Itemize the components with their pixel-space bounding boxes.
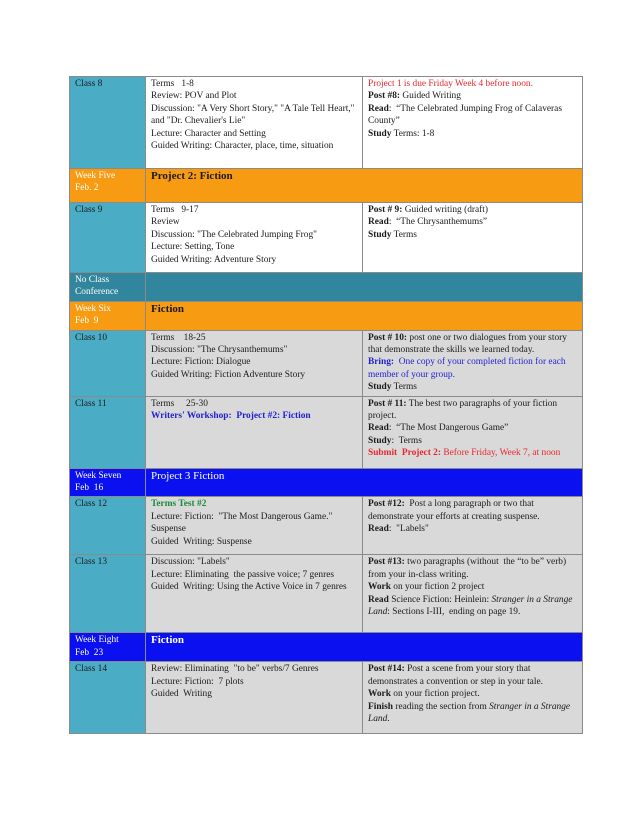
week-header-row [70, 301, 583, 330]
read-text: : “The Celebrated Jumping Frog of Calaveras County” [368, 103, 565, 127]
content-line: Guided Writing: Character, place, time, situation [151, 141, 334, 152]
table-row [70, 396, 583, 468]
study-label: Study [368, 128, 392, 139]
assignment-content: Post # 10: post one or two dialogues from your story that demonstrate the skills we learned today. Bring: One copy of your completed fiction for each member of your group. Study Terms [363, 330, 583, 396]
week-label: Week Eight Feb 23 [70, 633, 146, 662]
post-label: Post #8: [368, 91, 401, 102]
assignment-content: Post # 9: Guided writing (draft) Read: “The Chrysanthemums” Study Terms [363, 203, 583, 273]
assignment-content [363, 77, 583, 169]
assignment-content: Post #12: Post a long paragraph or two that demonstrate your efforts at creating suspense. Read: "Labels" [363, 497, 583, 555]
week-title: Fiction [146, 633, 583, 662]
row-label: Class 13 [70, 555, 146, 633]
row-label: Class 14 [70, 662, 146, 734]
schedule-table [69, 76, 583, 734]
week-label: Week Seven Feb 16 [70, 468, 146, 497]
week-title: Project 2: Fiction [146, 169, 583, 203]
content-line: Terms 1-8 [151, 79, 194, 89]
table-row [70, 77, 583, 169]
week-title: Fiction [146, 301, 583, 330]
table-row [70, 555, 583, 633]
row-label: Class 9 [70, 203, 146, 273]
row-label: Class 12 [70, 497, 146, 555]
content-line: Lecture: Character and Setting [151, 128, 266, 139]
table-row [70, 330, 583, 396]
class-content: Terms 25-30 Writers' Workshop: Project #2: Fiction [146, 396, 363, 468]
no-class-label: No Class Conference [70, 273, 146, 302]
post-text: Guided Writing [400, 91, 461, 102]
assignment-content: Post #14: Post a scene from your story that demonstrates a convention or step in your tale. Work on your fiction project. Finish reading the section from Stranger in a Strange Land. [363, 662, 583, 734]
class-content: Terms 18-25 Discussion: "The Chrysanthemums" Lecture: Fiction: Dialogue Guided Writing: Fiction Adventure Story [146, 330, 363, 396]
week-header-row [70, 468, 583, 497]
no-class-row [70, 273, 583, 302]
due-notice: Project 1 is due Friday Week 4 before noon. [368, 79, 533, 89]
week-header-row [70, 169, 583, 203]
class-content: Terms 9-17 Review Discussion: "The Celebrated Jumping Frog" Lecture: Setting, Tone Guided Writing: Adventure Story [146, 203, 363, 273]
week-title: Project 3 Fiction [146, 468, 583, 497]
week-header-row [70, 633, 583, 662]
assignment-content: Post # 11: The best two paragraphs of your fiction project. Read: “The Most Dangerous Game” Study: Terms Submit Project 2: Before Friday, Week 7, at noon [363, 396, 583, 468]
study-text: Terms: 1-8 [391, 128, 435, 139]
row-label: Class 11 [70, 396, 146, 468]
content-line: Review: POV and Plot [151, 91, 237, 102]
week-label: Week Five Feb. 2 [70, 169, 146, 203]
read-label: Read [368, 103, 389, 114]
table-row [70, 203, 583, 273]
table-row [70, 497, 583, 555]
class-content: Terms Test #2 Lecture: Fiction: "The Most Dangerous Game." Suspense Guided Writing: Suspense [146, 497, 363, 555]
content-line: Discussion: "A Very Short Story," "A Tale Tell Heart," and "Dr. Chevalier's Lie" [151, 103, 357, 127]
row-label: Class 10 [70, 330, 146, 396]
assignment-content: Post #13: two paragraphs (without the “to be” verb) from your in-class writing. Work on your fiction 2 project Read Science Fiction: Heinlein: Stranger in a Strange Land: Sections I-III, ending on page 19. [363, 555, 583, 633]
class-content: Discussion: "Labels" Lecture: Eliminating the passive voice; 7 genres Guided Writing: Using the Active Voice in 7 genres [146, 555, 363, 633]
week-label: Week Six Feb 9 [70, 301, 146, 330]
class-content: Review: Eliminating "to be" verbs/7 Genres Lecture: Fiction: 7 plots Guided Writing [146, 662, 363, 734]
row-label: Class 8 [70, 77, 146, 169]
table-row [70, 662, 583, 734]
class-content [146, 77, 363, 169]
